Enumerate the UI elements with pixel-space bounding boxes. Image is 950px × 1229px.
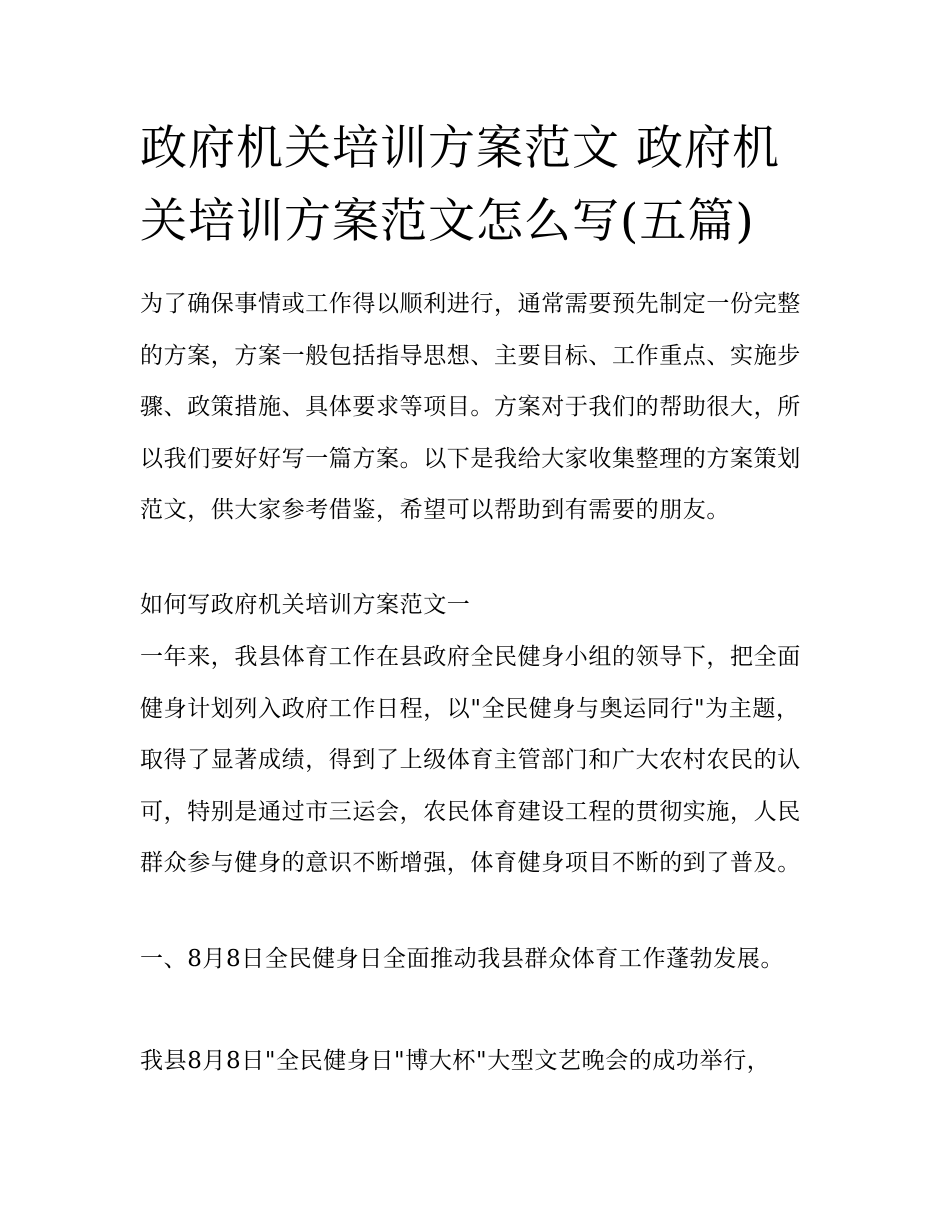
subsection-heading: 一、8月8日全民健身日全面推动我县群众体育工作蓬勃发展。 xyxy=(140,946,785,972)
page-title: 政府机关培训方案范文 政府机关培训方案范文怎么写(五篇) xyxy=(140,121,780,249)
intro-paragraph: 为了确保事情或工作得以顺利进行，通常需要预先制定一份完整的方案，方案一般包括指导思想、主要目标、工作重点、实施步骤、政策措施、具体要求等项目。方案对于我们的帮助很大，所以我们要好好写一篇方案。以下是我给大家收集整理的方案策划范文，供大家参考借鉴，希望可以帮助到有需要的朋友。 xyxy=(140,291,801,523)
body-paragraph-continued: 我县8月8日"全民健身日"博大杯"大型文艺晚会的成功举行， xyxy=(140,1048,771,1074)
section-heading: 如何写政府机关培训方案范文一 xyxy=(140,592,471,618)
body-paragraph: 一年来，我县体育工作在县政府全民健身小组的领导下，把全面健身计划列入政府工作日程，以"全民健身与奥运同行"为主题，取得了显著成绩，得到了上级体育主管部门和广大农村农民的认可，特别是通过市三运会，农民体育建设工程的贯彻实施，人民群众参与健身的意识不断增强，体育健身项目不断的到了普及。 xyxy=(140,644,801,876)
